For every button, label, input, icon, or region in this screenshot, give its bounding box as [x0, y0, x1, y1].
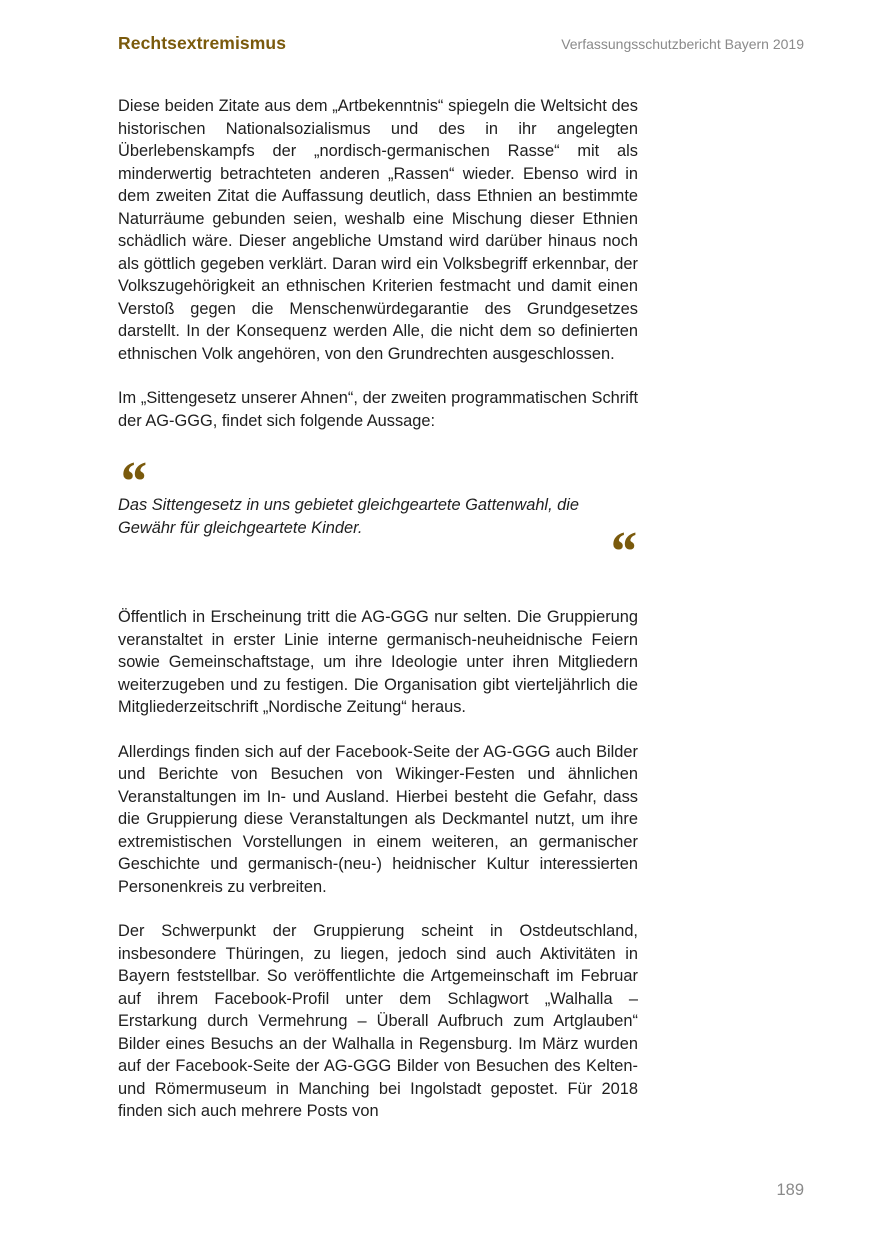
paragraph-3: Öffentlich in Erscheinung tritt die AG-GGG nur selten. Die Gruppierung veranstaltet in erster Linie interne germanisch-neuheidnische Feiern sowie Gemeinschaftstage, um ihre Ideologie unter ihren Mitgliedern weiterzugeben und zu festigen. Die Organisation gibt vierteljährlich die Mitgliederzeitschrift „Nordische Zeitung“ heraus.	[118, 608, 638, 716]
main-content	[118, 95, 638, 1123]
quote-block	[118, 451, 638, 583]
paragraph-2: Im „Sittengesetz unserer Ahnen“, der zweiten programmatischen Schrift der AG-GGG, findet sich folgende Aussage:	[118, 389, 638, 430]
quote-open-icon: “	[118, 451, 146, 513]
paragraph-4: Allerdings finden sich auf der Facebook-Seite der AG-GGG auch Bilder und Berichte von Besuchen von Wikinger-Festen und ähnlichen Veranstaltungen im In- und Ausland. Hierbei besteht die Gefahr, dass die Gruppierung diese Veranstaltungen als Deckmantel nutzt, um ihre extremistischen Vorstellungen in einem weiteren, an germanischer Geschichte und germanisch-(neu-) heidnischer Kultur interessierten Personenkreis zu verbreiten.	[118, 742, 638, 896]
section-title: Rechtsextremismus	[118, 33, 287, 53]
page-number: 189	[776, 1181, 804, 1199]
paragraph-5: Der Schwerpunkt der Gruppierung scheint in Ostdeutschland, insbesondere Thüringen, zu liegen, jedoch sind auch Aktivitäten in Bayern feststellbar. So veröffentlichte die Artgemeinschaft im Februar auf ihrem Facebook-Profil unter dem Schlagwort „Walhalla – Erstarkung durch Vermehrung – Überall Aufbruch zum Artglauben“ Bilder eines Besuchs an der Walhalla in Regensburg. Im März wurden auf der Facebook-Seite der AG-GGG Bilder von Besuchen des Kelten- und Römermuseum in Manching bei Ingolstadt gepostet. Für 2018 finden sich auch mehrere Posts von	[118, 922, 638, 1120]
paragraph-1: Diese beiden Zitate aus dem „Artbekenntnis“ spiegeln die Weltsicht des historischen Nationalsozialismus und des in ihr angelegten Überlebenskampfs der „nordisch-germanischen Rasse“ mit als minderwertig betrachteten anderen „Rassen“ wieder. Ebenso wird in dem zweiten Zitat die Auffassung deutlich, dass Ethnien an bestimmte Naturräume gebunden seien, weshalb eine Mischung dieser Ethnien schädlich wäre. Dieser angebliche Umstand wird darüber hinaus noch als göttlich gegeben verklärt. Daran wird ein Volksbegriff erkennbar, der Volkszugehörigkeit an ethnischen Kriterien festmacht und damit einen Verstoß gegen die Menschenwürdegarantie des Grundgesetzes darstellt. In der Konsequenz werden Alle, die nicht dem so definierten ethnischen Volk angehören, von den Grundrechten ausgeschlossen.	[118, 97, 638, 363]
report-title: Verfassungsschutzbericht Bayern 2019	[561, 36, 804, 52]
quote-text: Das Sittengesetz in uns gebietet gleichgeartete Gattenwahl, die Gewähr für gleichgeartete Kinder.	[118, 496, 580, 537]
quote-close-icon: “	[608, 521, 636, 583]
